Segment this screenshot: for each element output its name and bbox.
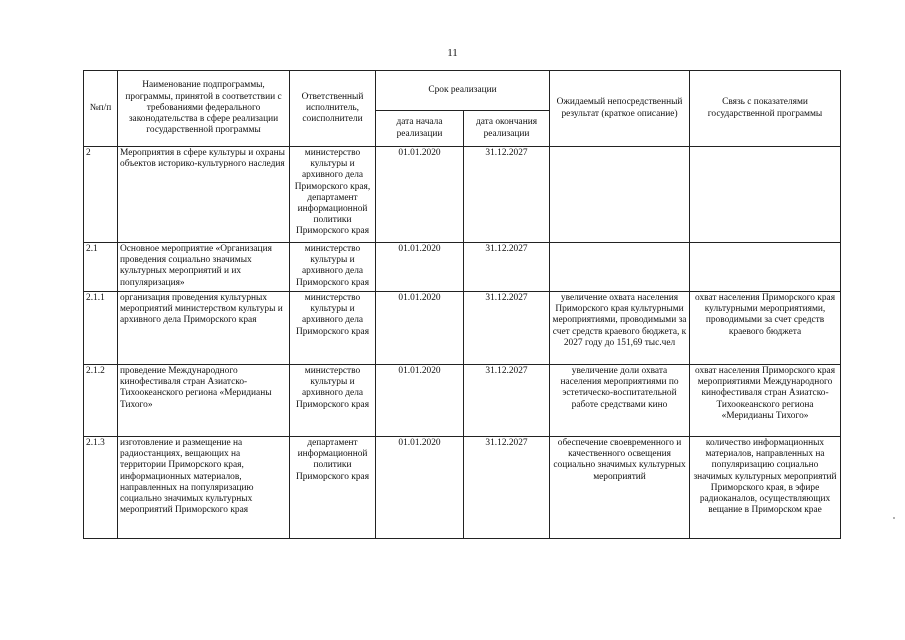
row-result (550, 243, 690, 292)
row-link: охват населения Приморского края мероприятиями Международного кинофестиваля стран Азиатско-Тихоокеанского региона «Меридианы Тихого» (690, 365, 841, 437)
row-end-date: 31.12.2027 (464, 437, 550, 539)
row-result: увеличение охвата населения Приморского края культурными мероприятиями, проводимыми за счет средств краевого бюджета, к 2027 году до 151,69 тыс.чел (550, 292, 690, 365)
row-responsible: министерство культуры и архивного дела Приморского края (290, 292, 376, 365)
header-start-date: дата начала реализации (376, 111, 464, 147)
row-end-date: 31.12.2027 (464, 243, 550, 292)
row-name: организация проведения культурных мероприятий министерством культуры и архивного дела Приморского края (118, 292, 290, 365)
row-end-date: 31.12.2027 (464, 147, 550, 243)
header-result: Ожидаемый непосредственный результат (краткое описание) (550, 71, 690, 147)
row-name: Основное мероприятие «Организация проведения социально значимых культурных мероприятий и их популяризация» (118, 243, 290, 292)
header-end-date: дата окончания реализации (464, 111, 550, 147)
row-responsible: министерство культуры и архивного дела Приморского края, департамент информационной политики Приморского края (290, 147, 376, 243)
row-link (690, 147, 841, 243)
row-name: Мероприятия в сфере культуры и охраны объектов историко-культурного наследия (118, 147, 290, 243)
row-start-date: 01.01.2020 (376, 147, 464, 243)
row-link: количество информационных материалов, направленных на популяризацию социально значимых культурных мероприятий Приморского края, в эфире радиоканалов, осуществляющих вещание в Приморском крае (690, 437, 841, 539)
row-responsible: департамент информационной политики Приморского края (290, 437, 376, 539)
row-start-date: 01.01.2020 (376, 365, 464, 437)
header-term: Срок реализации (376, 71, 550, 111)
table-body (84, 147, 841, 539)
table-row (84, 147, 841, 243)
row-number: 2.1.3 (84, 437, 118, 539)
row-result: увеличение доли охвата населения мероприятиями по эстетическо-воспитательной работе средствами кино (550, 365, 690, 437)
table-row (84, 243, 841, 292)
program-activities-table (83, 70, 841, 539)
row-responsible: министерство культуры и архивного дела Приморского края (290, 243, 376, 292)
header-responsible: Ответственный исполнитель, соисполнители (290, 71, 376, 147)
header-link: Связь с показателями государственной программы (690, 71, 841, 147)
row-link: охват населения Приморского края культурными мероприятиями, проводимыми за счет средств краевого бюджета (690, 292, 841, 365)
scan-speck (893, 517, 895, 519)
row-start-date: 01.01.2020 (376, 437, 464, 539)
header-number: №п/п (84, 71, 118, 147)
row-end-date: 31.12.2027 (464, 292, 550, 365)
table-row (84, 292, 841, 365)
page-number: 11 (447, 47, 458, 59)
row-link (690, 243, 841, 292)
row-number: 2.1 (84, 243, 118, 292)
table-row (84, 437, 841, 539)
row-name: проведение Международного кинофестиваля стран Азиатско-Тихоокеанского региона «Меридианы Тихого» (118, 365, 290, 437)
row-name: изготовление и размещение на радиостанциях, вещающих на территории Приморского края, информационных материалов, направленных на популяризацию социально значимых культурных мероприятий Приморского края (118, 437, 290, 539)
header-name: Наименование подпрограммы, программы, принятой в соответствии с требованиями федерального законодательства в сфере реализации государственной программы (118, 71, 290, 147)
table-row (84, 365, 841, 437)
row-result (550, 147, 690, 243)
row-number: 2 (84, 147, 118, 243)
row-start-date: 01.01.2020 (376, 243, 464, 292)
row-start-date: 01.01.2020 (376, 292, 464, 365)
row-responsible: министерство культуры и архивного дела Приморского края (290, 365, 376, 437)
row-end-date: 31.12.2027 (464, 365, 550, 437)
row-number: 2.1.2 (84, 365, 118, 437)
row-result: обеспечение своевременного и качественного освещения социально значимых культурных мероприятий (550, 437, 690, 539)
row-number: 2.1.1 (84, 292, 118, 365)
